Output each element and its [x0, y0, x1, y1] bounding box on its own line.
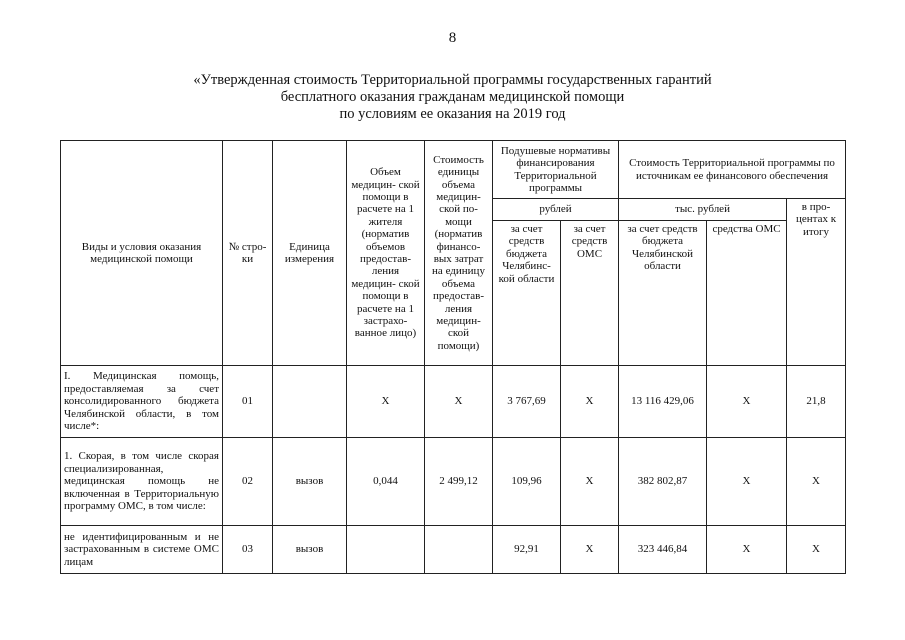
row-unit-cost: 2 499,12: [425, 438, 493, 526]
row-src-oms: Х: [707, 526, 787, 574]
row-number: 01: [223, 366, 273, 438]
row-unit-cost: [425, 526, 493, 574]
header-unit-cost: Стоимость единицы объема медицин- ской по- мощи (норматив финансо- вых затрат на единицу объема предостав- ления медицин- ской помощи): [425, 141, 493, 366]
header-types: Виды и условия оказания медицинской помощи: [61, 141, 223, 366]
row-src-budget: 323 446,84: [619, 526, 707, 574]
document-title: [0, 72, 905, 123]
table-row: [61, 438, 846, 526]
title-line-3: по условиям ее оказания на 2019 год: [339, 106, 566, 122]
row-percent: Х: [787, 438, 846, 526]
row-volume: 0,044: [347, 438, 425, 526]
header-row-no: № стро- ки: [223, 141, 273, 366]
title-line-1: «Утвержденная стоимость Территориальной программы государственных гарантий: [193, 72, 712, 88]
header-rubles: рублей: [493, 199, 619, 221]
header-pc-oms: за счет средств ОМС: [561, 221, 619, 366]
row-pc-budget: 109,96: [493, 438, 561, 526]
row-pc-oms: Х: [561, 526, 619, 574]
row-unit: [273, 366, 347, 438]
header-thousand-rubles: тыс. рублей: [619, 199, 787, 221]
row-unit-cost: Х: [425, 366, 493, 438]
row-src-budget: 13 116 429,06: [619, 366, 707, 438]
title-line-2: бесплатного оказания гражданам медицинской помощи: [280, 89, 625, 105]
row-unit: вызов: [273, 526, 347, 574]
row-volume: Х: [347, 366, 425, 438]
row-name: не идентифицированным и не застрахованным в системе ОМС лицам: [61, 526, 223, 574]
row-number: 03: [223, 526, 273, 574]
row-percent: Х: [787, 526, 846, 574]
row-name: I. Медицинская помощь, предоставляемая за счет консолидированного бюджета Челябинской области, в том числе*:: [61, 366, 223, 438]
header-per-capita: Подушевые нормативы финансирования Территориальной программы: [493, 141, 619, 199]
row-src-oms: Х: [707, 438, 787, 526]
page-number: 8: [448, 30, 457, 46]
row-src-budget: 382 802,87: [619, 438, 707, 526]
row-volume: [347, 526, 425, 574]
table-row: [61, 366, 846, 438]
row-pc-budget: 92,91: [493, 526, 561, 574]
cost-table: [60, 140, 846, 574]
table-row: [61, 526, 846, 574]
row-percent: 21,8: [787, 366, 846, 438]
header-percent: в про- центах к итогу: [787, 199, 846, 366]
row-pc-oms: Х: [561, 438, 619, 526]
header-sources: Стоимость Территориальной программы по источникам ее финансового обеспечения: [619, 141, 846, 199]
row-number: 02: [223, 438, 273, 526]
row-pc-budget: 3 767,69: [493, 366, 561, 438]
header-volume: Объем медицин- ской помощи в расчете на 1 жителя (норматив объемов предостав- ления медицин- ской помощи в расчете на 1 застрахо- ванное лицо): [347, 141, 425, 366]
header-pc-budget: за счет средств бюджета Челябинс- кой области: [493, 221, 561, 366]
row-pc-oms: Х: [561, 366, 619, 438]
row-src-oms: Х: [707, 366, 787, 438]
header-unit: Единица измерения: [273, 141, 347, 366]
row-unit: вызов: [273, 438, 347, 526]
header-src-budget: за счет средств бюджета Челябинской области: [619, 221, 707, 366]
row-name: 1. Скорая, в том числе скорая специализированная, медицинская помощь не включенная в Территориальную программу ОМС, в том числе:: [61, 438, 223, 526]
header-src-oms: средства ОМС: [707, 221, 787, 366]
